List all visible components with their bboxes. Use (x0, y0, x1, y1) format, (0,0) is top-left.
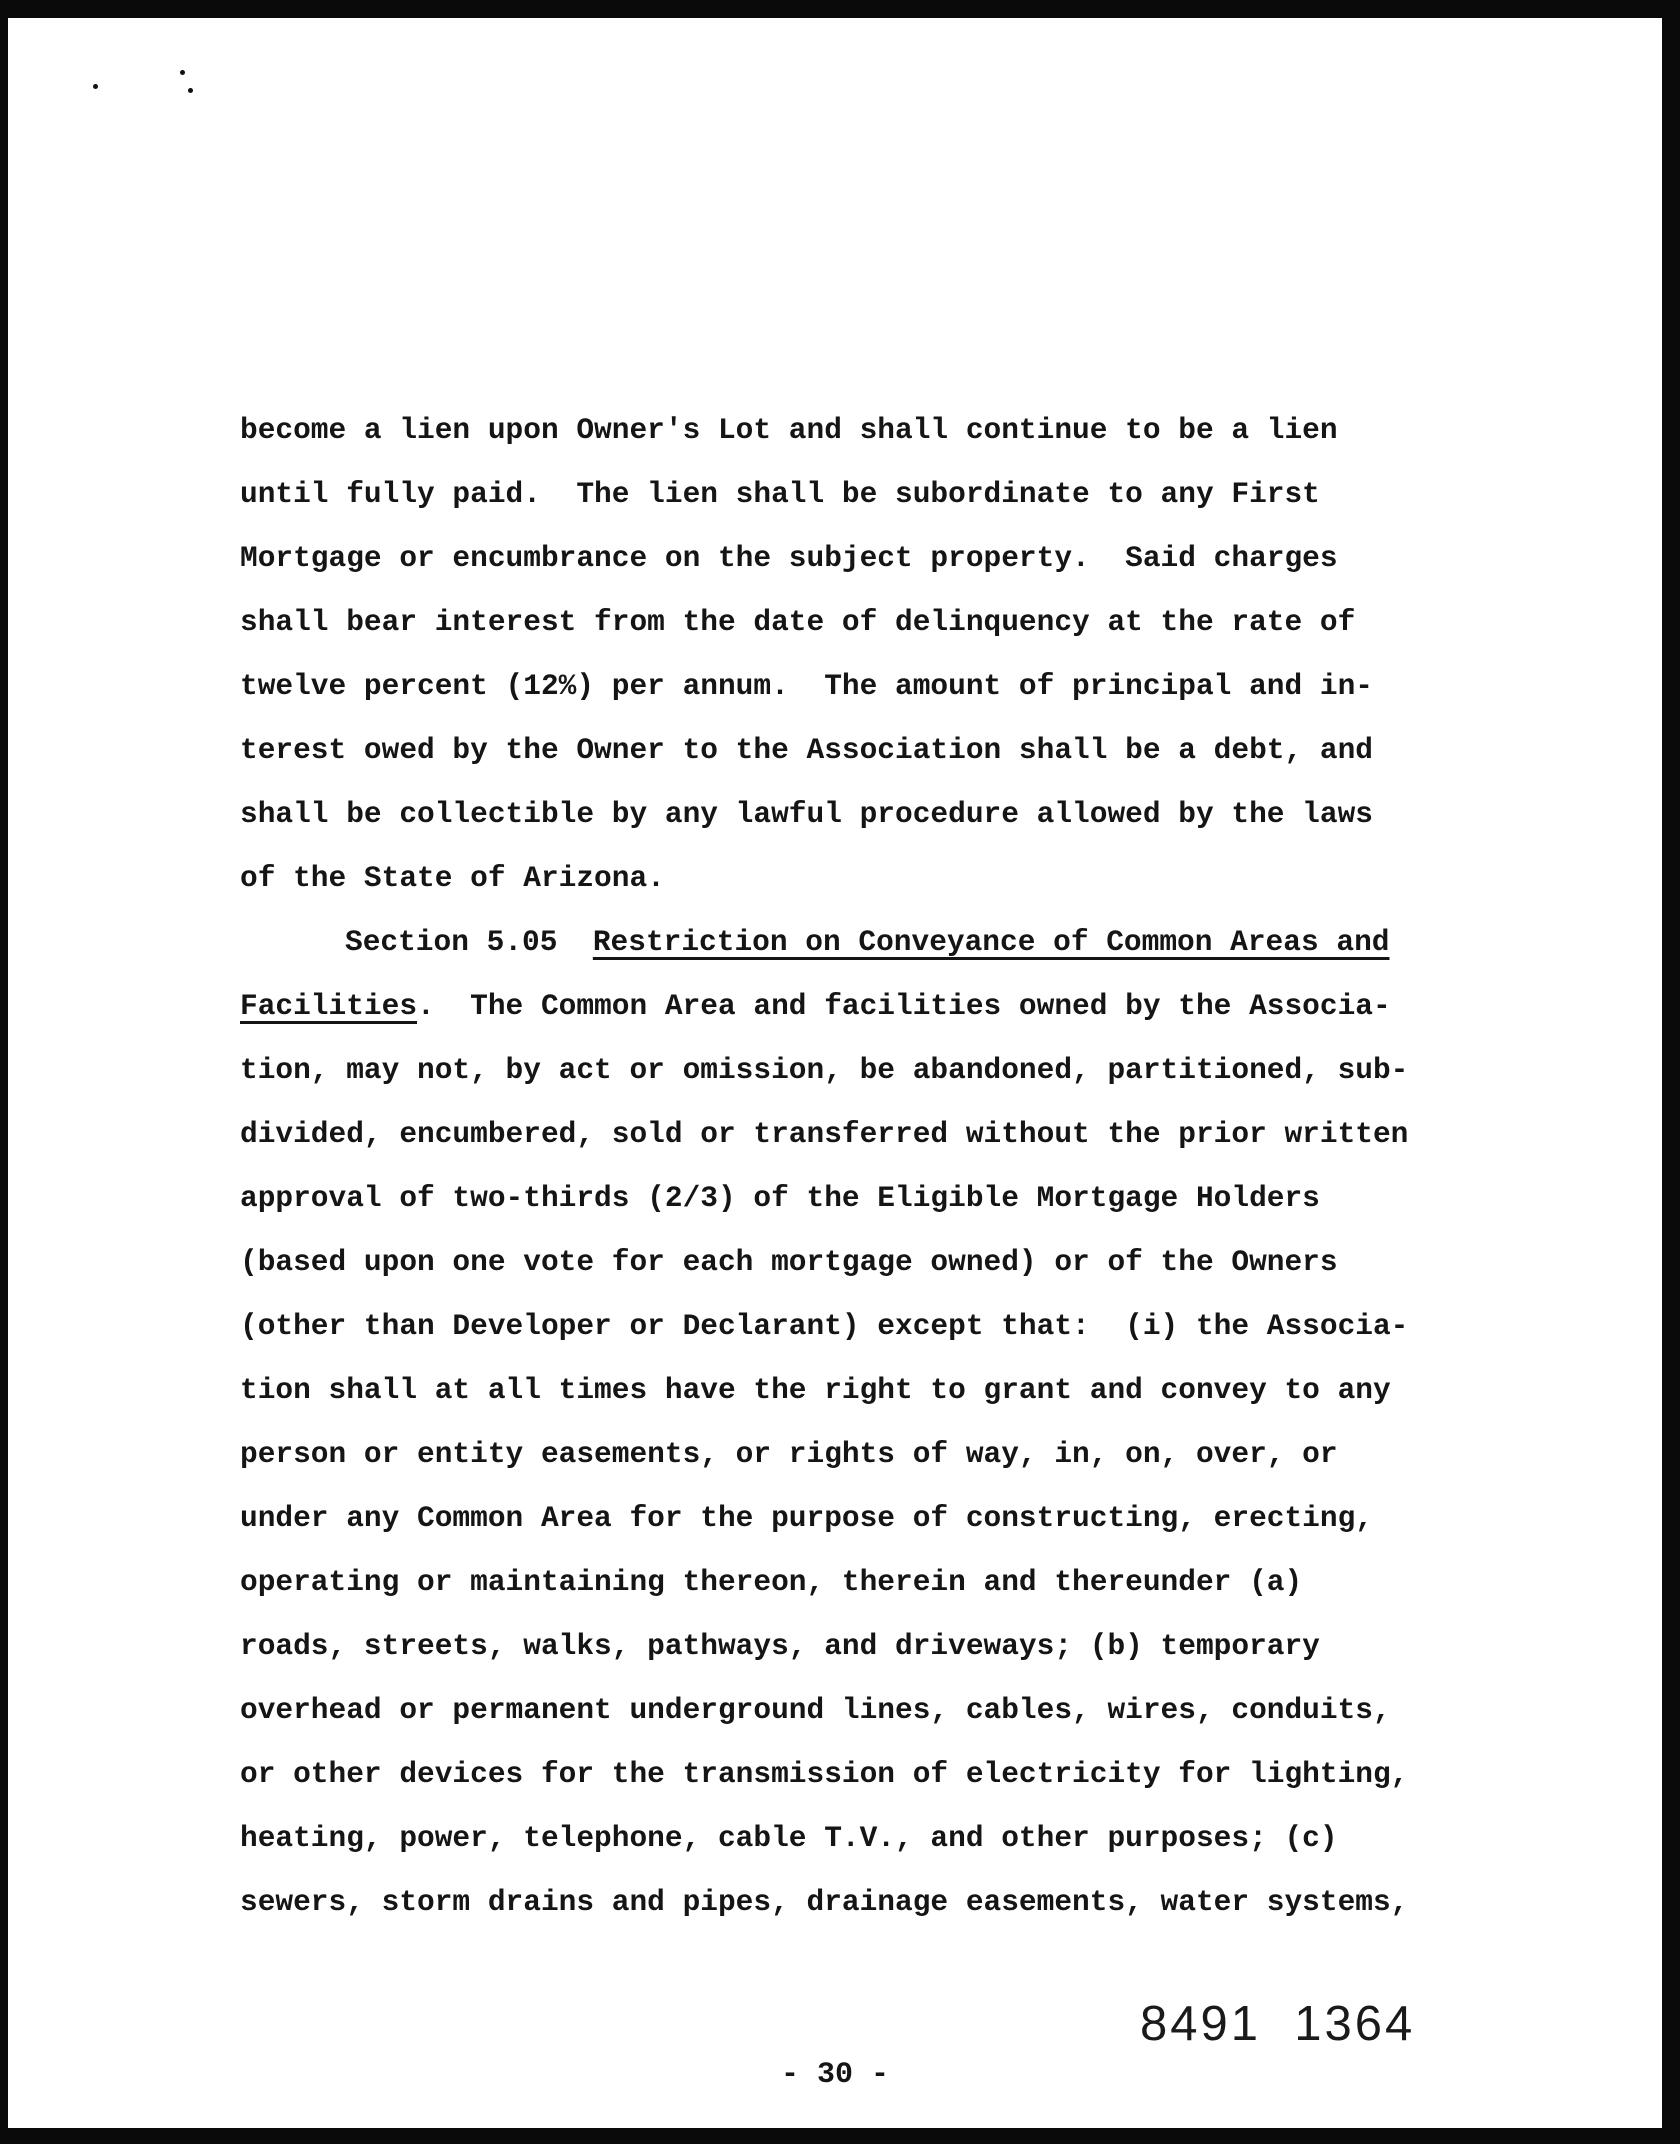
text-line: tion, may not, by act or omission, be abandoned, partitioned, sub- (240, 1053, 1409, 1087)
text-line: of the State of Arizona. (240, 861, 665, 895)
text-line: divided, encumbered, sold or transferred without the prior written (240, 1117, 1409, 1151)
document-body (240, 398, 1540, 1934)
text-line: twelve percent (12%) per annum. The amount of principal and in- (240, 669, 1373, 703)
text-line: operating or maintaining thereon, therein and thereunder (a) (240, 1565, 1303, 1599)
text-line: (based upon one vote for each mortgage owned) or of the Owners (240, 1245, 1338, 1279)
text-line: heating, power, telephone, cable T.V., and other purposes; (c) (240, 1821, 1338, 1855)
text-line: become a lien upon Owner's Lot and shall continue to be a lien (240, 413, 1338, 447)
text-line: or other devices for the transmission of electricity for lighting, (240, 1757, 1409, 1791)
text-line: shall bear interest from the date of delinquency at the rate of (240, 605, 1356, 639)
section-heading-line (240, 974, 1540, 1038)
section-number: Section 5.05 (345, 925, 558, 959)
text-line: tion shall at all times have the right to grant and convey to any (240, 1373, 1391, 1407)
text-line: shall be collectible by any lawful procedure allowed by the laws (240, 797, 1373, 831)
document-page (8, 18, 1662, 2128)
book-page-reference: 8491 1364 (1140, 1997, 1416, 2051)
section-heading: Restriction on Conveyance of Common Areas and (592, 925, 1390, 959)
text-fragment: . The Common Area and facilities owned by the Associa- (417, 989, 1391, 1023)
text-line: overhead or permanent underground lines, cables, wires, conduits, (240, 1693, 1391, 1727)
text-line: terest owed by the Owner to the Association shall be a debt, and (240, 733, 1373, 767)
text-line: until fully paid. The lien shall be subordinate to any First (240, 477, 1320, 511)
text-line: roads, streets, walks, pathways, and driveways; (b) temporary (240, 1629, 1320, 1663)
section-heading: Facilities (240, 989, 418, 1023)
page-number: - 30 - (780, 2058, 890, 2092)
text-line: sewers, storm drains and pipes, drainage easements, water systems, (240, 1885, 1409, 1919)
scan-speck (180, 70, 185, 75)
text-line: approval of two-thirds (2/3) of the Eligible Mortgage Holders (240, 1181, 1320, 1215)
scan-speck (188, 88, 193, 93)
text-line: Mortgage or encumbrance on the subject property. Said charges (240, 541, 1338, 575)
text-line: person or entity easements, or rights of way, in, on, over, or (240, 1437, 1338, 1471)
text-line: (other than Developer or Declarant) except that: (i) the Associa- (240, 1309, 1409, 1343)
scan-speck (93, 84, 98, 89)
text-line: under any Common Area for the purpose of constructing, erecting, (240, 1501, 1373, 1535)
section-heading-line (240, 910, 1540, 974)
